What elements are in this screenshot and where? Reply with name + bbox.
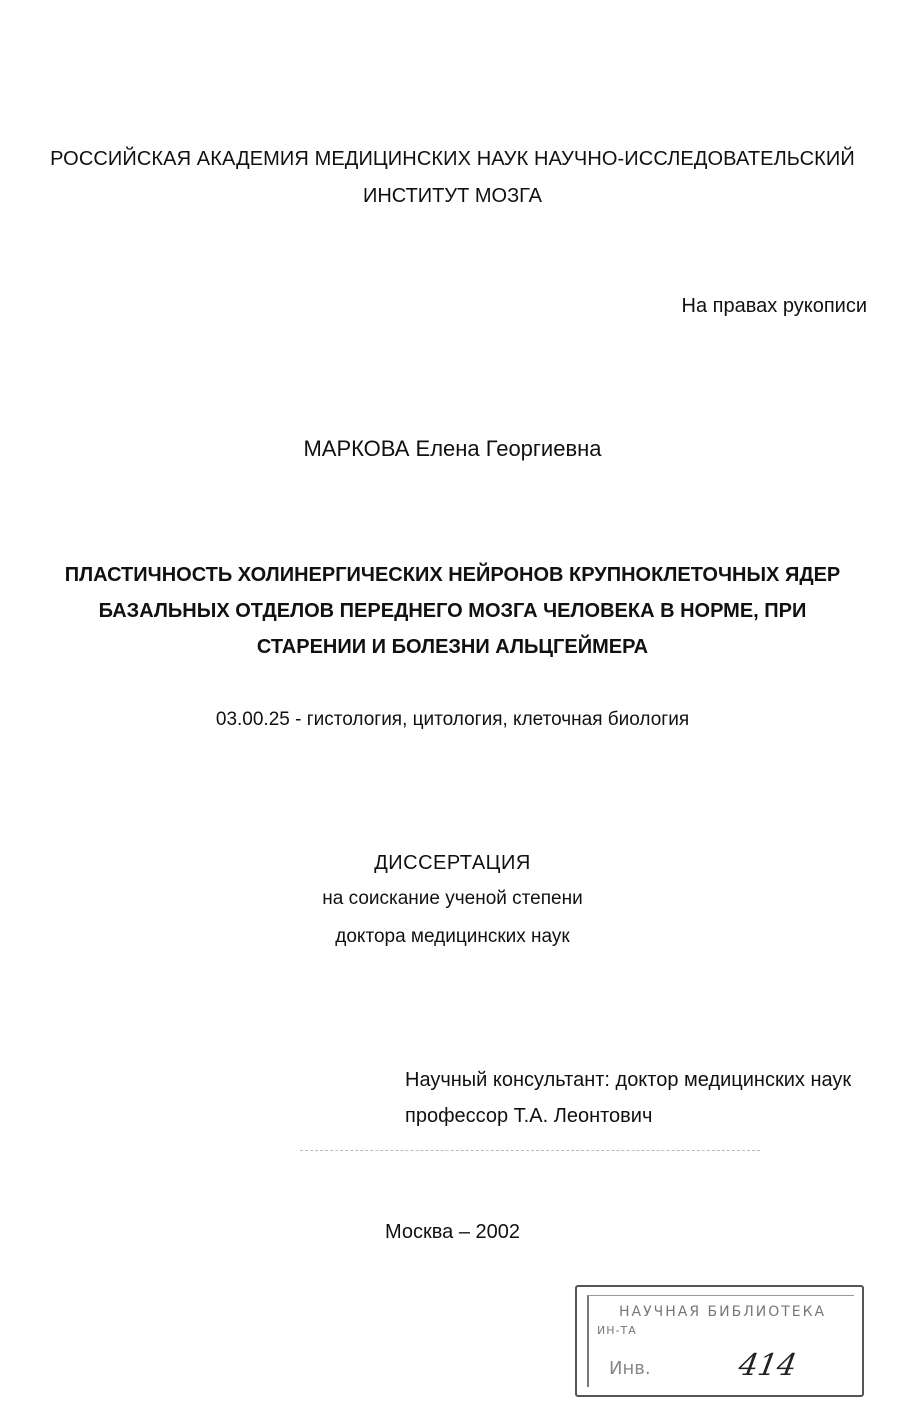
dissertation-title [0,557,905,665]
rights-note: На правах рукописи [681,295,867,317]
document-type: ДИССЕРТАЦИЯ [374,852,531,874]
stamp-inventory-number: 414 [735,1348,800,1383]
consultant-line-1: Научный консультант: доктор медицинских наук [405,1069,852,1091]
divider [300,1150,760,1151]
organization-line-2: ИНСТИТУТ МОЗГА [362,185,542,207]
city-year: Москва – 2002 [384,1221,520,1243]
stamp-library-name: НАУЧНАЯ БИБЛИОТЕКА [619,1304,827,1320]
title-line-1: ПЛАСТИЧНОСТЬ ХОЛИНЕРГИЧЕСКИХ НЕЙРОНОВ КРУПНОКЛЕТОЧНЫХ ЯДЕР [64,564,841,586]
consultant-line-2: профессор Т.А. Леонтович [405,1105,653,1127]
author-name: МАРКОВА Елена Георгиевна [303,436,602,461]
degree-line-1: на соискание ученой степени [322,888,583,909]
stamp-inventory-label: Инв. [609,1358,651,1379]
organization-line-1: РОССИЙСКАЯ АКАДЕМИЯ МЕДИЦИНСКИХ НАУК НАУЧНО-ИССЛЕДОВАТЕЛЬСКИЙ [50,148,855,170]
title-line-3: СТАРЕНИИ И БОЛЕЗНИ АЛЬЦГЕЙМЕРА [256,636,649,658]
title-line-2: БАЗАЛЬНЫХ ОТДЕЛОВ ПЕРЕДНЕГО МОЗГА ЧЕЛОВЕКА В НОРМЕ, ПРИ [98,600,807,622]
specialty-code: 03.00.25 - гистология, цитология, клеточная биология [215,709,690,730]
stamp-institute: ИН-ТА [597,1324,637,1337]
library-stamp [575,1285,864,1397]
stamp-frame [587,1295,854,1387]
degree-line-2: доктора медицинских наук [335,926,570,947]
